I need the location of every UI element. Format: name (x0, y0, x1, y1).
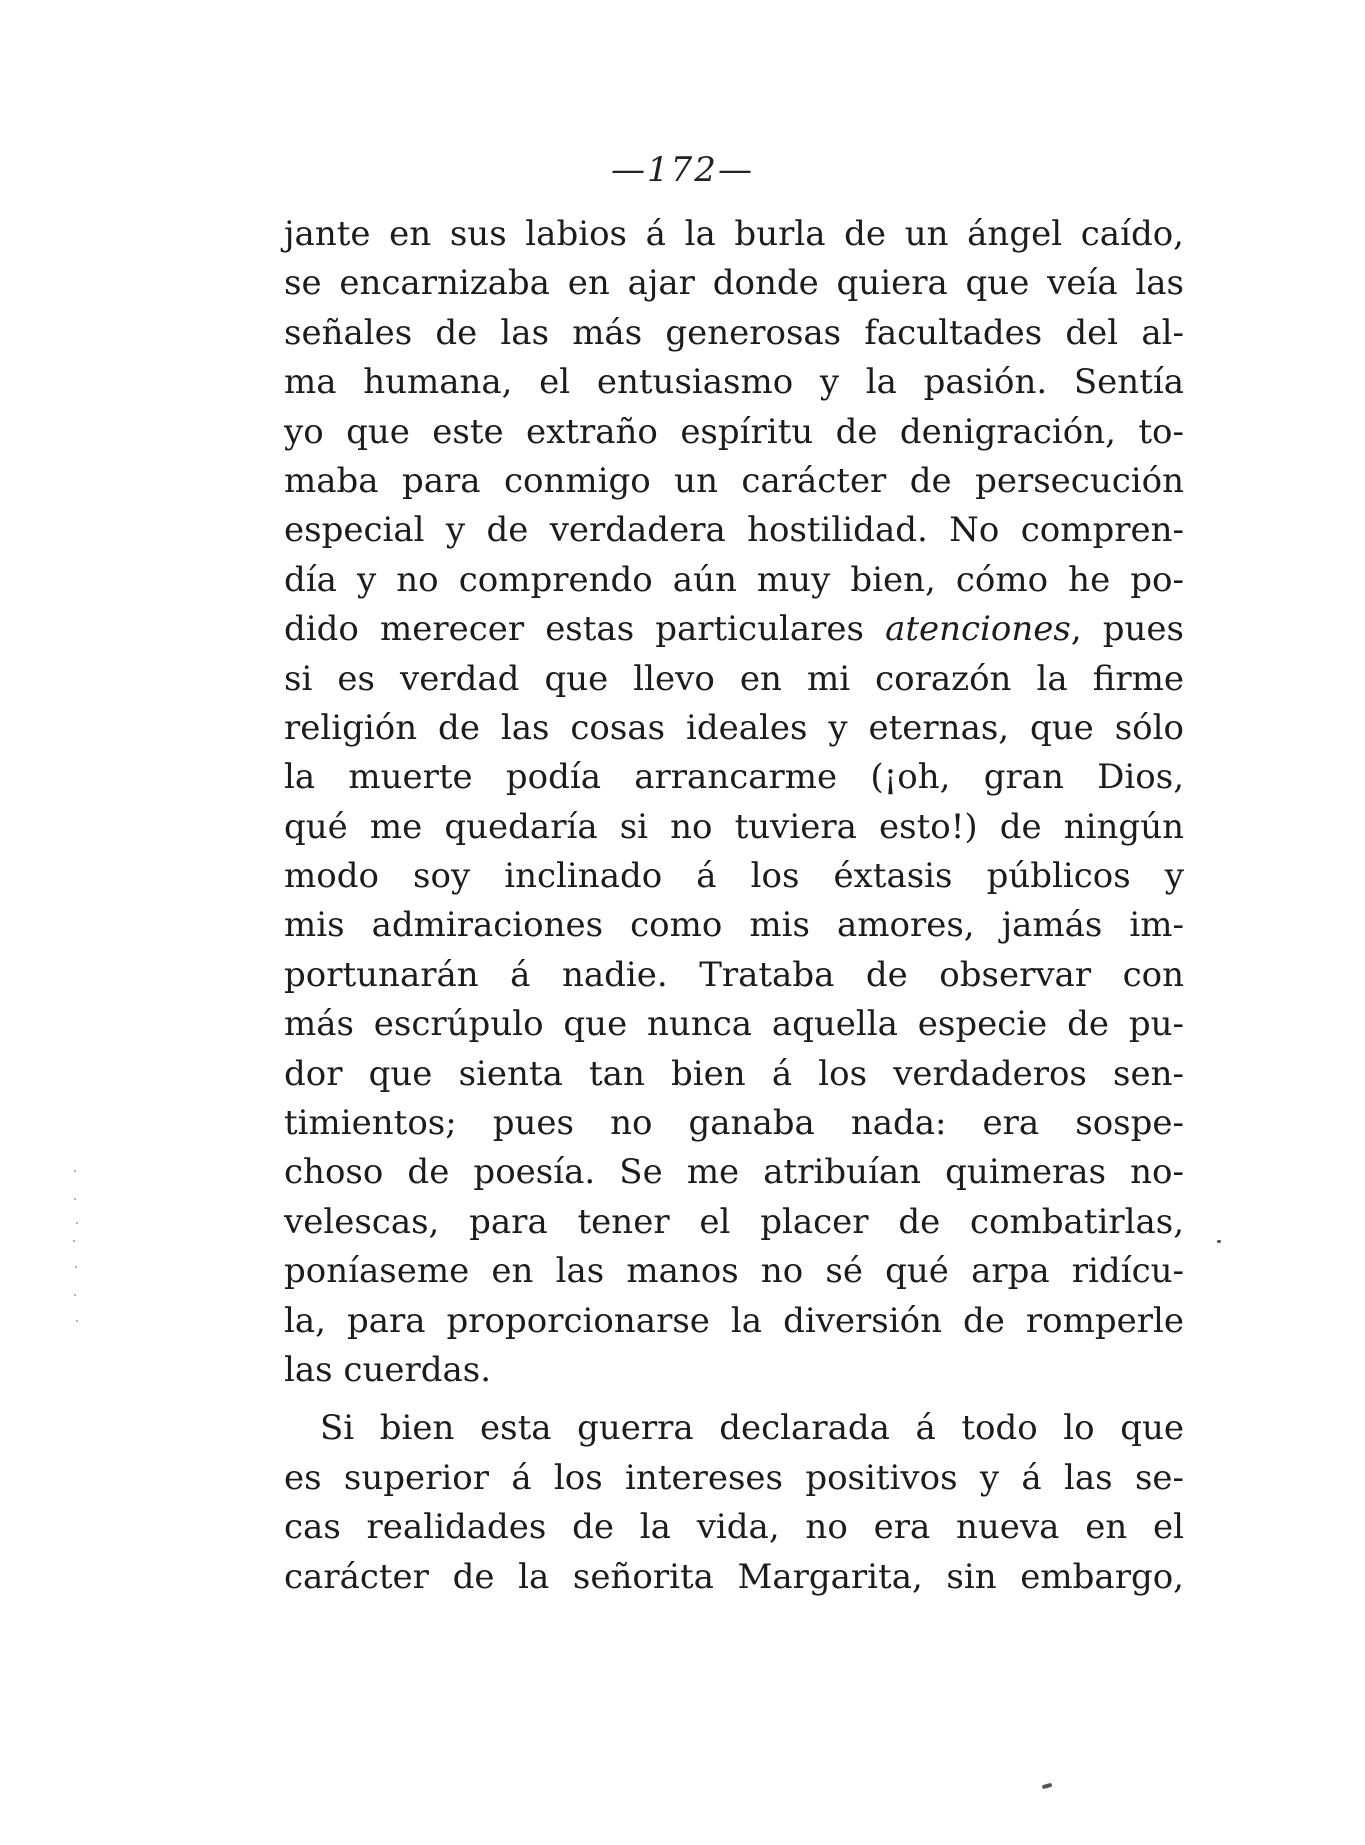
text-line: ma humana, el entusiasmo y la pasión. Sentía (284, 362, 1184, 403)
text-line: se encarnizaba en ajar donde quiera que veía las (284, 263, 1184, 304)
text-line: carácter de la señorita Margarita, sin embargo, (284, 1556, 1184, 1597)
text-line: religión de las cosas ideales y eternas, que sólo (284, 707, 1184, 748)
scan-speck (74, 1294, 76, 1296)
scan-speck (75, 1266, 77, 1268)
text-fragment: , pues (1070, 609, 1184, 650)
text-line: mis admiraciones como mis amores, jamás im- (284, 905, 1184, 946)
text-line: día y no comprendo aún muy bien, cómo he po- (284, 559, 1184, 600)
scan-speck (74, 1170, 76, 1172)
text-line: modo soy inclinado á los éxtasis públicos y (284, 856, 1184, 897)
italic-word: atenciones (885, 609, 1071, 650)
text-line: si es verdad que llevo en mi corazón la firme (284, 658, 1184, 699)
text-line: Si bien esta guerra declarada á todo lo que (320, 1408, 1184, 1449)
text-line: maba para conmigo un carácter de persecución (284, 460, 1184, 501)
text-line: jante en sus labios á la burla de un ángel caído, (284, 214, 1184, 254)
scan-speck (1042, 1783, 1053, 1789)
text-line: cas realidades de la vida, no era nueva en el (284, 1507, 1184, 1548)
text-line: yo que este extraño espíritu de denigración, to- (284, 411, 1184, 452)
scan-speck (74, 1198, 76, 1200)
scan-speck (73, 1240, 75, 1242)
text-line: timientos; pues no ganaba nada: era sospe- (284, 1103, 1184, 1144)
text-line: señales de las más generosas facultades del al- (284, 312, 1184, 353)
text-line: las cuerdas. (284, 1349, 492, 1390)
scan-specks (70, 1170, 90, 1330)
scan-speck (1217, 1240, 1221, 1243)
text-line-with-italic (284, 605, 1184, 654)
text-line: portunarán á nadie. Trataba de observar con (284, 954, 1184, 995)
text-line: especial y de verdadera hostilidad. No compren- (284, 510, 1184, 551)
scan-speck (76, 1222, 78, 1224)
text-line: dor que sienta tan bien á los verdaderos sen- (284, 1053, 1184, 1094)
text-line: qué me quedaría si no tuviera esto!) de ningún (284, 806, 1184, 847)
text-line: más escrúpulo que nunca aquella especie de pu- (284, 1004, 1184, 1045)
text-line: es superior á los intereses positivos y á las se- (284, 1457, 1184, 1498)
text-line: poníaseme en las manos no sé qué arpa ridícu- (284, 1251, 1184, 1292)
text-line: velescas, para tener el placer de combatirlas, (284, 1201, 1184, 1242)
paragraph-gap (284, 1395, 1184, 1404)
scan-speck (76, 1320, 78, 1322)
text-line: choso de poesía. Se me atribuían quimeras no- (284, 1152, 1184, 1193)
text-line: la, para proporcionarse la diversión de romperle (284, 1300, 1184, 1341)
text-fragment: dido merecer estas particulares (284, 609, 864, 650)
text-line: la muerte podía arrancarme (¡oh, gran Dios, (284, 757, 1184, 798)
body-text (284, 210, 1184, 1602)
page-number: —172— (611, 150, 754, 190)
